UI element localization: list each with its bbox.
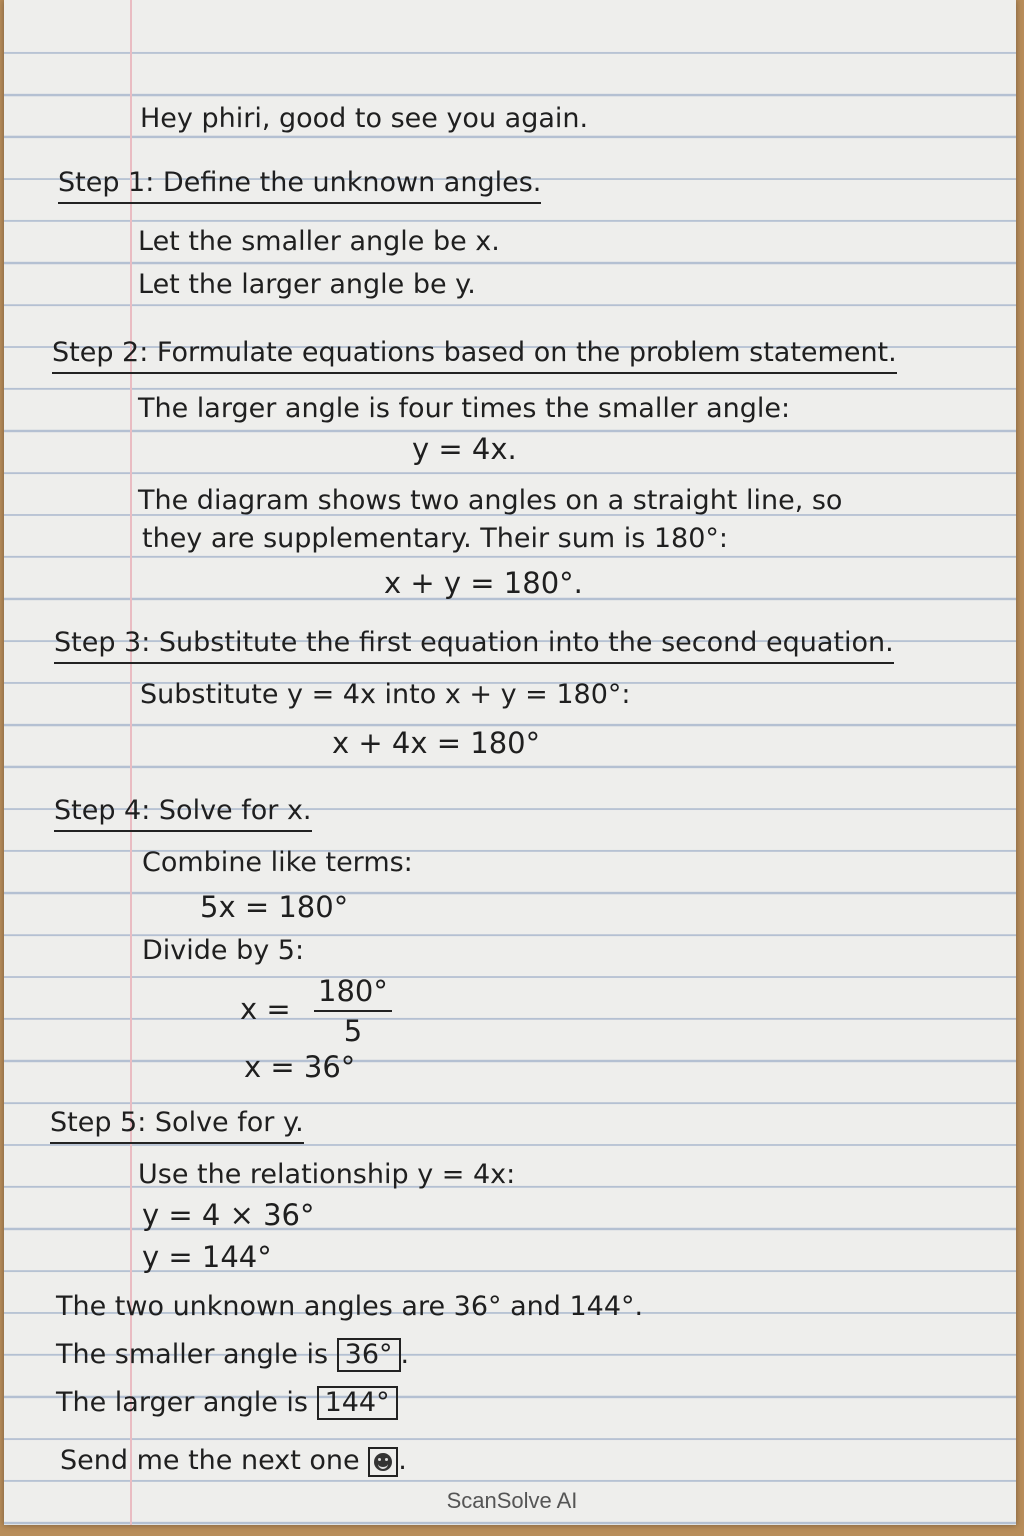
smiling-face-icon xyxy=(368,1447,398,1477)
step-4-heading: Step 4: Solve for x. xyxy=(54,794,312,832)
step-2-line-3: they are supplementary. Their sum is 180°: xyxy=(142,523,728,554)
step-1-heading: Step 1: Define the unknown angles. xyxy=(58,166,541,204)
step-5-heading: Step 5: Solve for y. xyxy=(50,1106,304,1144)
fraction-denominator: 5 xyxy=(343,1014,363,1048)
step-3-line-1: Substitute y = 4x into x + y = 180°: xyxy=(140,679,631,710)
notebook-page xyxy=(4,0,1016,1525)
step-4-line-1: Combine like terms: xyxy=(142,847,413,878)
send-next-period: . xyxy=(398,1445,407,1476)
step-5-equation-1: y = 4 × 36° xyxy=(142,1198,315,1232)
step-2-equation-1: y = 4x. xyxy=(412,432,517,466)
step-4-equation-3: x = 36° xyxy=(244,1050,356,1084)
conclusion-line-1: The two unknown angles are 36° and 144°. xyxy=(56,1291,644,1322)
step-2-line-2: The diagram shows two angles on a straight line, so xyxy=(138,485,843,516)
step-2-line-1: The larger angle is four times the smaller angle: xyxy=(138,393,791,424)
step-2-heading: Step 2: Formulate equations based on the problem statement. xyxy=(52,336,897,374)
conclusion-larger-label: The larger angle is xyxy=(56,1387,308,1418)
conclusion-line-3 xyxy=(56,1386,398,1420)
conclusion-line-2 xyxy=(56,1338,409,1372)
answer-box-larger: 144° xyxy=(317,1386,398,1420)
step-1-line-2: Let the larger angle be y. xyxy=(138,269,476,300)
step-4-equation-1: 5x = 180° xyxy=(200,890,349,924)
step-5-line-1: Use the relationship y = 4x: xyxy=(138,1159,516,1190)
footer-brand: ScanSolve AI xyxy=(446,1488,578,1513)
conclusion-smaller-period: . xyxy=(400,1339,410,1370)
send-next-text: Send me the next one xyxy=(60,1445,360,1476)
step-3-equation-1: x + 4x = 180° xyxy=(332,726,541,760)
conclusion-smaller-label: The smaller angle is xyxy=(56,1339,329,1370)
step-2-equation-2: x + y = 180°. xyxy=(384,566,583,600)
step-4-fraction xyxy=(314,974,392,1048)
step-4-line-2: Divide by 5: xyxy=(142,935,305,966)
step-5-equation-2: y = 144° xyxy=(142,1240,272,1274)
answer-box-smaller: 36° xyxy=(337,1338,401,1372)
conclusion-line-4 xyxy=(60,1444,407,1478)
step-1-line-1: Let the smaller angle be x. xyxy=(138,226,500,257)
step-4-equation-2-lhs: x = xyxy=(240,992,291,1026)
step-3-heading: Step 3: Substitute the first equation into the second equation. xyxy=(54,626,894,664)
greeting: Hey phiri, good to see you again. xyxy=(140,103,589,134)
fraction-numerator: 180° xyxy=(314,974,392,1012)
